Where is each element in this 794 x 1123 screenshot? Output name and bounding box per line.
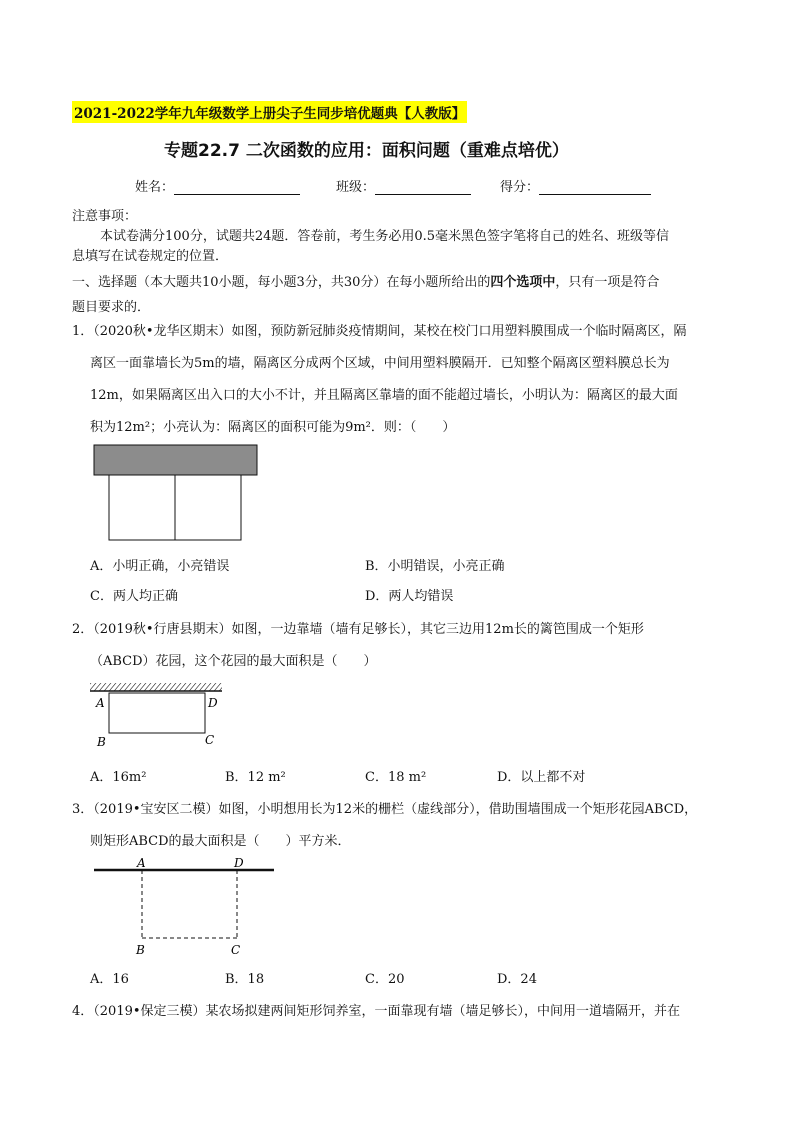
q2-label-c: C	[205, 733, 215, 747]
q3-option-c[interactable]: C．20	[365, 972, 405, 987]
q1-option-c[interactable]: C．两人均正确	[90, 589, 178, 604]
q3-label-b: B	[136, 943, 145, 957]
class-blank[interactable]	[375, 180, 471, 195]
q3-figure	[90, 852, 280, 962]
q3-label-a: A	[137, 856, 146, 870]
q1-figure	[90, 442, 265, 544]
class-field	[336, 176, 471, 195]
q2-garden-rect	[109, 693, 205, 733]
q3-label-d: D	[234, 856, 244, 870]
q3-option-b[interactable]: B．18	[225, 972, 265, 987]
q1-line-1: 1．（2020秋•龙华区期末）如图，预防新冠肺炎疫情期间，某校在校门口用塑料膜围成一个临时隔离区，隔	[72, 324, 687, 339]
q2-option-c[interactable]: C．18 m²	[365, 770, 427, 785]
q3-option-a[interactable]: A．16	[90, 972, 129, 987]
series-banner: 2021-2022学年九年级数学上册尖子生同步培优题典【人教版】	[72, 101, 467, 123]
q2-option-b[interactable]: B．12 m²	[225, 770, 286, 785]
q3-option-d[interactable]: D．24	[497, 972, 537, 987]
score-label: 得分：	[500, 180, 540, 195]
score-blank[interactable]	[539, 180, 651, 195]
score-field	[500, 176, 651, 195]
q2-option-d[interactable]: D．以上都不对	[497, 770, 586, 785]
notice-text-2: 息填写在试卷规定的位置．	[72, 249, 229, 264]
q1-option-d[interactable]: D．两人均错误	[365, 589, 454, 604]
section-intro-tail: ，只有一项是符合	[555, 275, 660, 290]
section-heading	[72, 271, 659, 290]
section-intro: 一、选择题（本大题共10小题，每小题3分，共30分）在每小题所给出的	[72, 275, 491, 290]
name-field	[135, 176, 300, 195]
section-emphasis: 四个选项中	[490, 275, 556, 290]
notice-heading: 注意事项：	[72, 209, 138, 224]
q2-label-a: A	[96, 696, 105, 710]
q3-line-2: 则矩形ABCD的最大面积是（ ）平方米．	[90, 834, 351, 849]
q1-option-a[interactable]: A．小明正确，小亮错误	[90, 559, 230, 574]
q1-line-2: 离区一面靠墙长为5m的墙，隔离区分成两个区域，中间用塑料膜隔开．已知整个隔离区塑料膜总长为	[90, 356, 670, 371]
section-heading-line2: 题目要求的．	[72, 300, 151, 315]
q1-line-4: 积为12m²；小亮认为：隔离区的面积可能为9m²．则：（ ）	[90, 420, 456, 435]
page-title: 专题22.7 二次函数的应用：面积问题（重难点培优）	[164, 141, 569, 161]
name-blank[interactable]	[174, 180, 300, 195]
q3-line-1: 3．（2019•宝安区二模）如图，小明想用长为12米的栅栏（虚线部分），借助围墙围成一个矩形花园ABCD，	[72, 802, 698, 817]
q2-line-1: 2．（2019秋•行唐县期末）如图，一边靠墙（墙有足够长），其它三边用12m长的篱笆围成一个矩形	[72, 622, 644, 637]
notice-text-1: 本试卷满分100分，试题共24题．答卷前，考生务必用0.5毫米黑色签字笔将自己的姓名、班级等信	[100, 229, 670, 244]
q1-option-b[interactable]: B．小明错误，小亮正确	[365, 559, 505, 574]
q2-wall-hatching	[90, 683, 222, 691]
q1-line-3: 12m，如果隔离区出入口的大小不计，并且隔离区靠墙的面不能超过墙长，小明认为：隔离区的最大面	[90, 388, 678, 403]
q2-option-a[interactable]: A．16m²	[90, 770, 147, 785]
q3-label-c: C	[231, 943, 241, 957]
q4-line-1: 4．（2019•保定三模）某农场拟建两间矩形饲养室，一面靠现有墙（墙足够长），中间用一道墙隔开，并在	[72, 1004, 681, 1019]
q1-wall	[94, 445, 257, 475]
q2-label-d: D	[208, 696, 218, 710]
class-label: 班级：	[336, 180, 376, 195]
name-label: 姓名：	[135, 180, 175, 195]
q2-line-2: （ABCD）花园，这个花园的最大面积是（ ）	[90, 654, 377, 669]
q2-figure	[88, 680, 233, 750]
q2-label-b: B	[97, 735, 106, 749]
